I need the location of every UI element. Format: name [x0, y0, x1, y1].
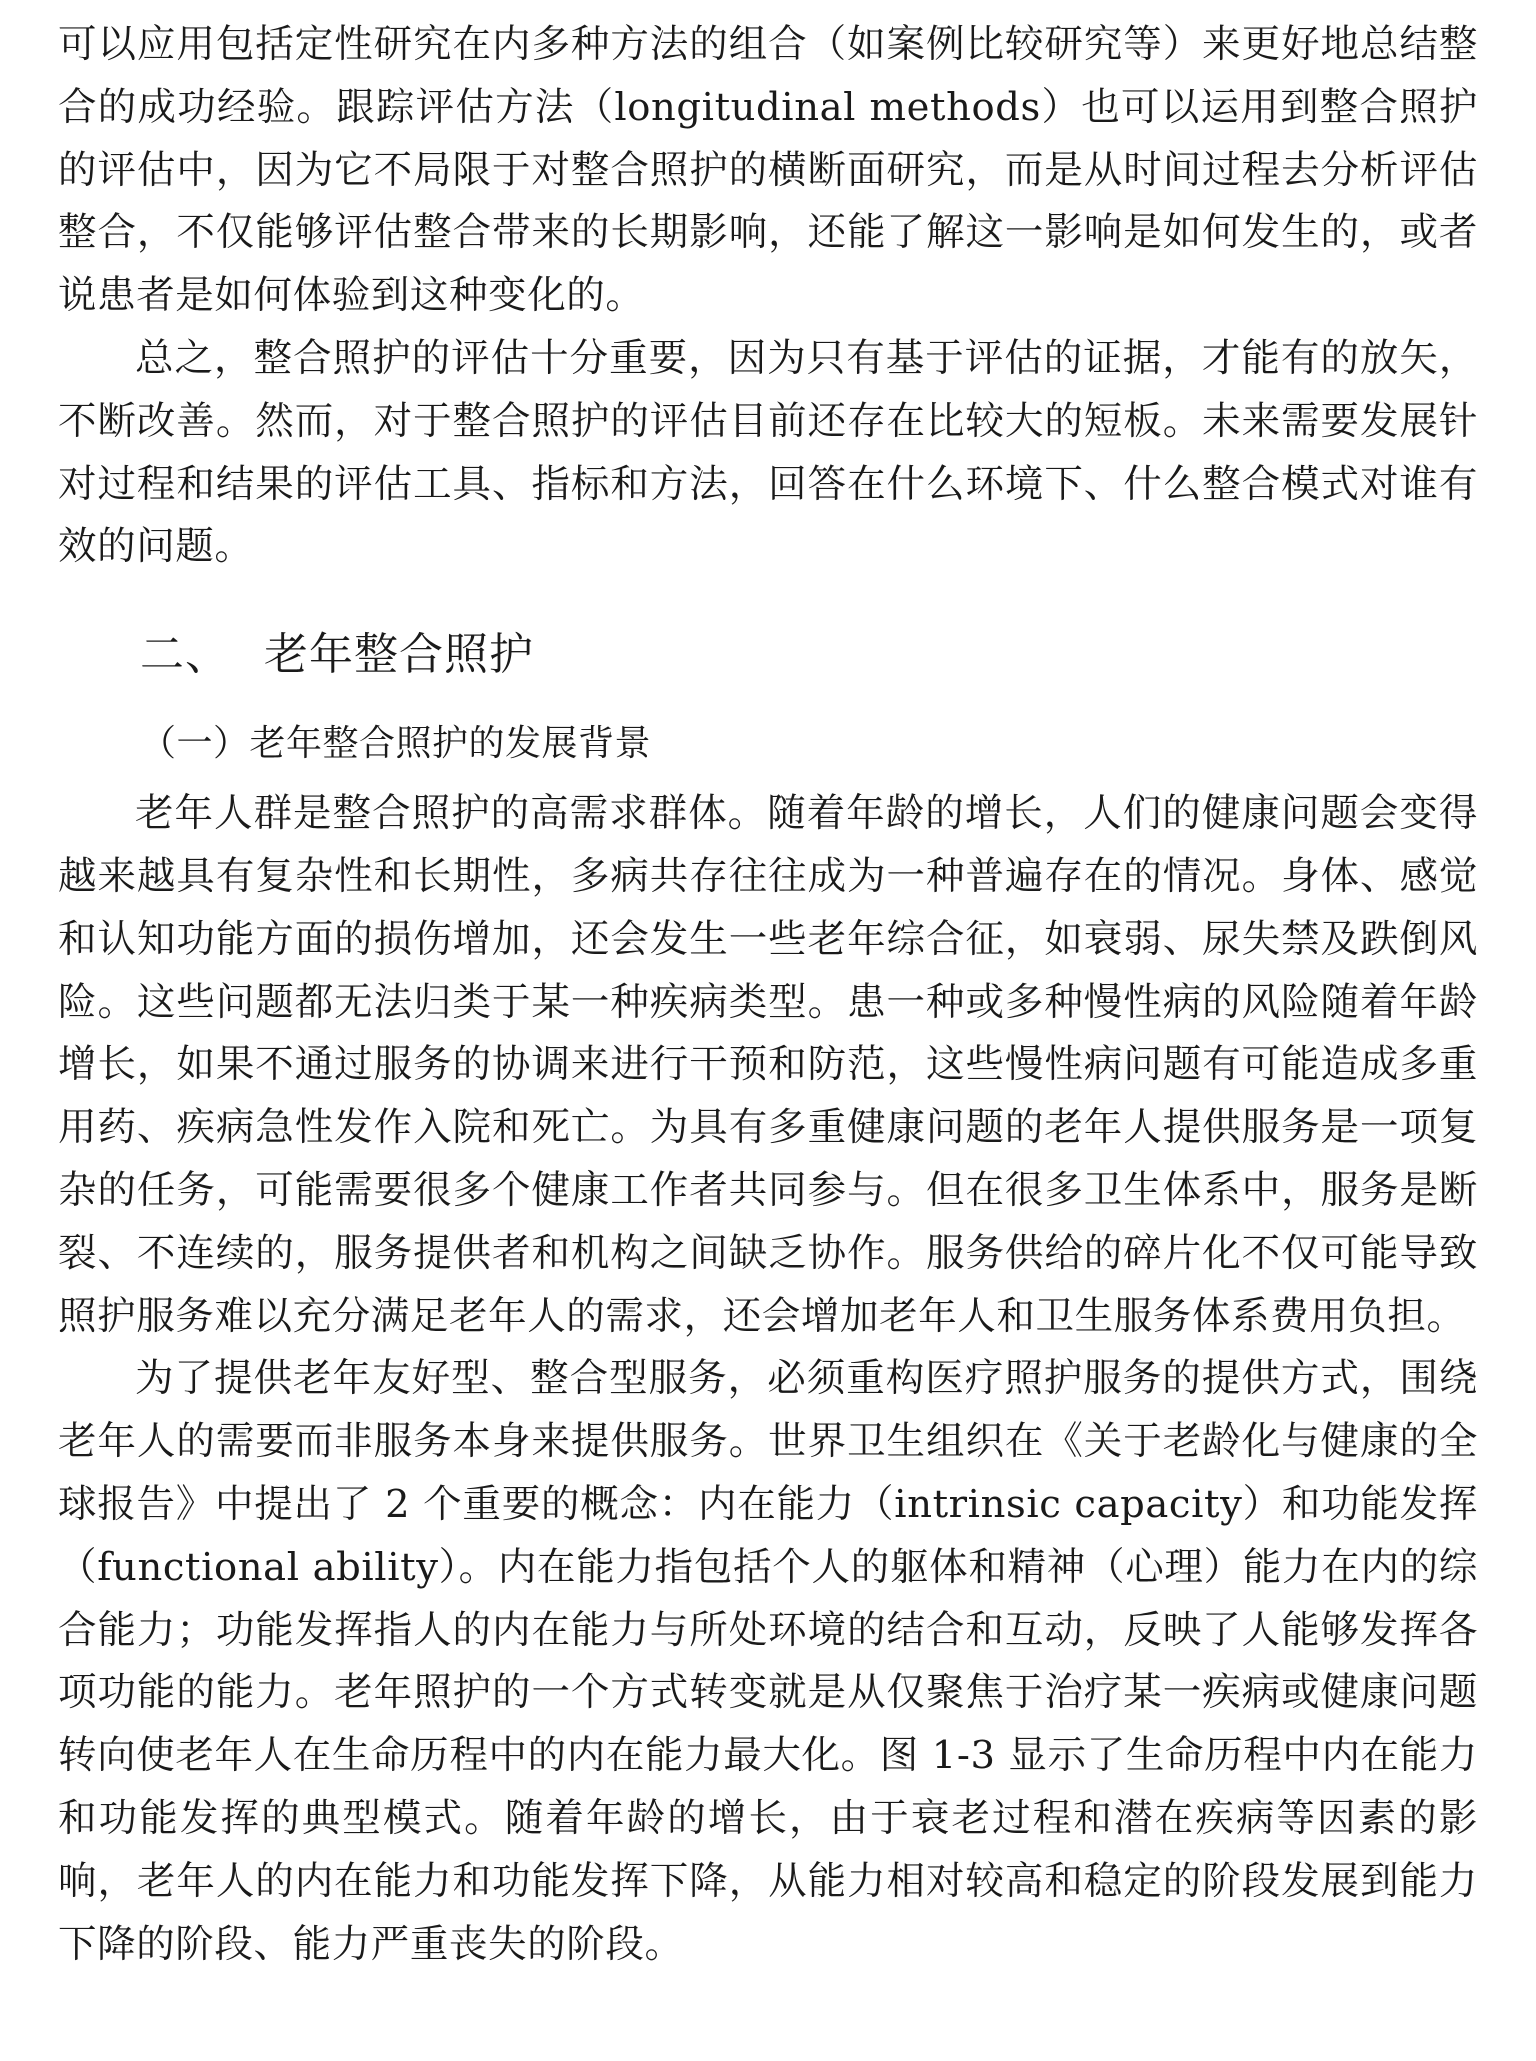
document-page	[58, 14, 1478, 1976]
paragraph-intrinsic-capacity: 为了提供老年友好型、整合型服务，必须重构医疗照护服务的提供方式，围绕老年人的需要而非服务本身来提供服务。世界卫生组织在《关于老龄化与健康的全球报告》中提出了 2 个重要的概念：内在能力（intrinsic capacity）和功能发挥（functional ability）。内在能力指包括个人的躯体和精神（心理）能力在内的综合能力；功能发挥指人的内在能力与所处环境的结合和互动，反映了人能够发挥各项功能的能力。老年照护的一个方式转变就是从仅聚焦于治疗某一疾病或健康问题转向使老年人在生命历程中的内在能力最大化。图 1-3 显示了生命历程中内在能力和功能发挥的典型模式。随着年龄的增长，由于衰老过程和潜在疾病等因素的影响，老年人的内在能力和功能发挥下降，从能力相对较高和稳定的阶段发展到能力下降的阶段、能力严重丧失的阶段。	[58, 1356, 1478, 1967]
section-number: 二、	[140, 629, 230, 681]
subsection-heading: （一）老年整合照护的发展背景	[140, 723, 652, 765]
paragraph-evaluation-methods: 可以应用包括定性研究在内多种方法的组合（如案例比较研究等）来更好地总结整合的成功经验。跟踪评估方法（longitudinal methods）也可以运用到整合照护的评估中，因为它不局限于对整合照护的横断面研究，而是从时间过程去分析评估整合，不仅能够评估整合带来的长期影响，还能了解这一影响是如何发生的，或者说患者是如何体验到这种变化的。	[58, 22, 1478, 319]
paragraph-evaluation-summary: 总之，整合照护的评估十分重要，因为只有基于评估的证据，才能有的放矢，不断改善。然而，对于整合照护的评估目前还存在比较大的短板。未来需要发展针对过程和结果的评估工具、指标和方法，回答在什么环境下、什么整合模式对谁有效的问题。	[58, 335, 1478, 570]
paragraph-elderly-needs: 老年人群是整合照护的高需求群体。随着年龄的增长，人们的健康问题会变得越来越具有复杂性和长期性，多病共存往往成为一种普遍存在的情况。身体、感觉和认知功能方面的损伤增加，还会发生一些老年综合征，如衰弱、尿失禁及跌倒风险。这些问题都无法归类于某一种疾病类型。患一种或多种慢性病的风险随着年龄增长，如果不通过服务的协调来进行干预和防范，这些慢性病问题有可能造成多重用药、疾病急性发作入院和死亡。为具有多重健康问题的老年人提供服务是一项复杂的任务，可能需要很多个健康工作者共同参与。但在很多卫生体系中，服务是断裂、不连续的，服务提供者和机构之间缺乏协作。服务供给的碎片化不仅可能导致照护服务难以充分满足老年人的需求，还会增加老年人和卫生服务体系费用负担。	[58, 791, 1478, 1339]
section-title: 老年整合照护	[264, 629, 534, 681]
section-heading	[58, 605, 1478, 705]
